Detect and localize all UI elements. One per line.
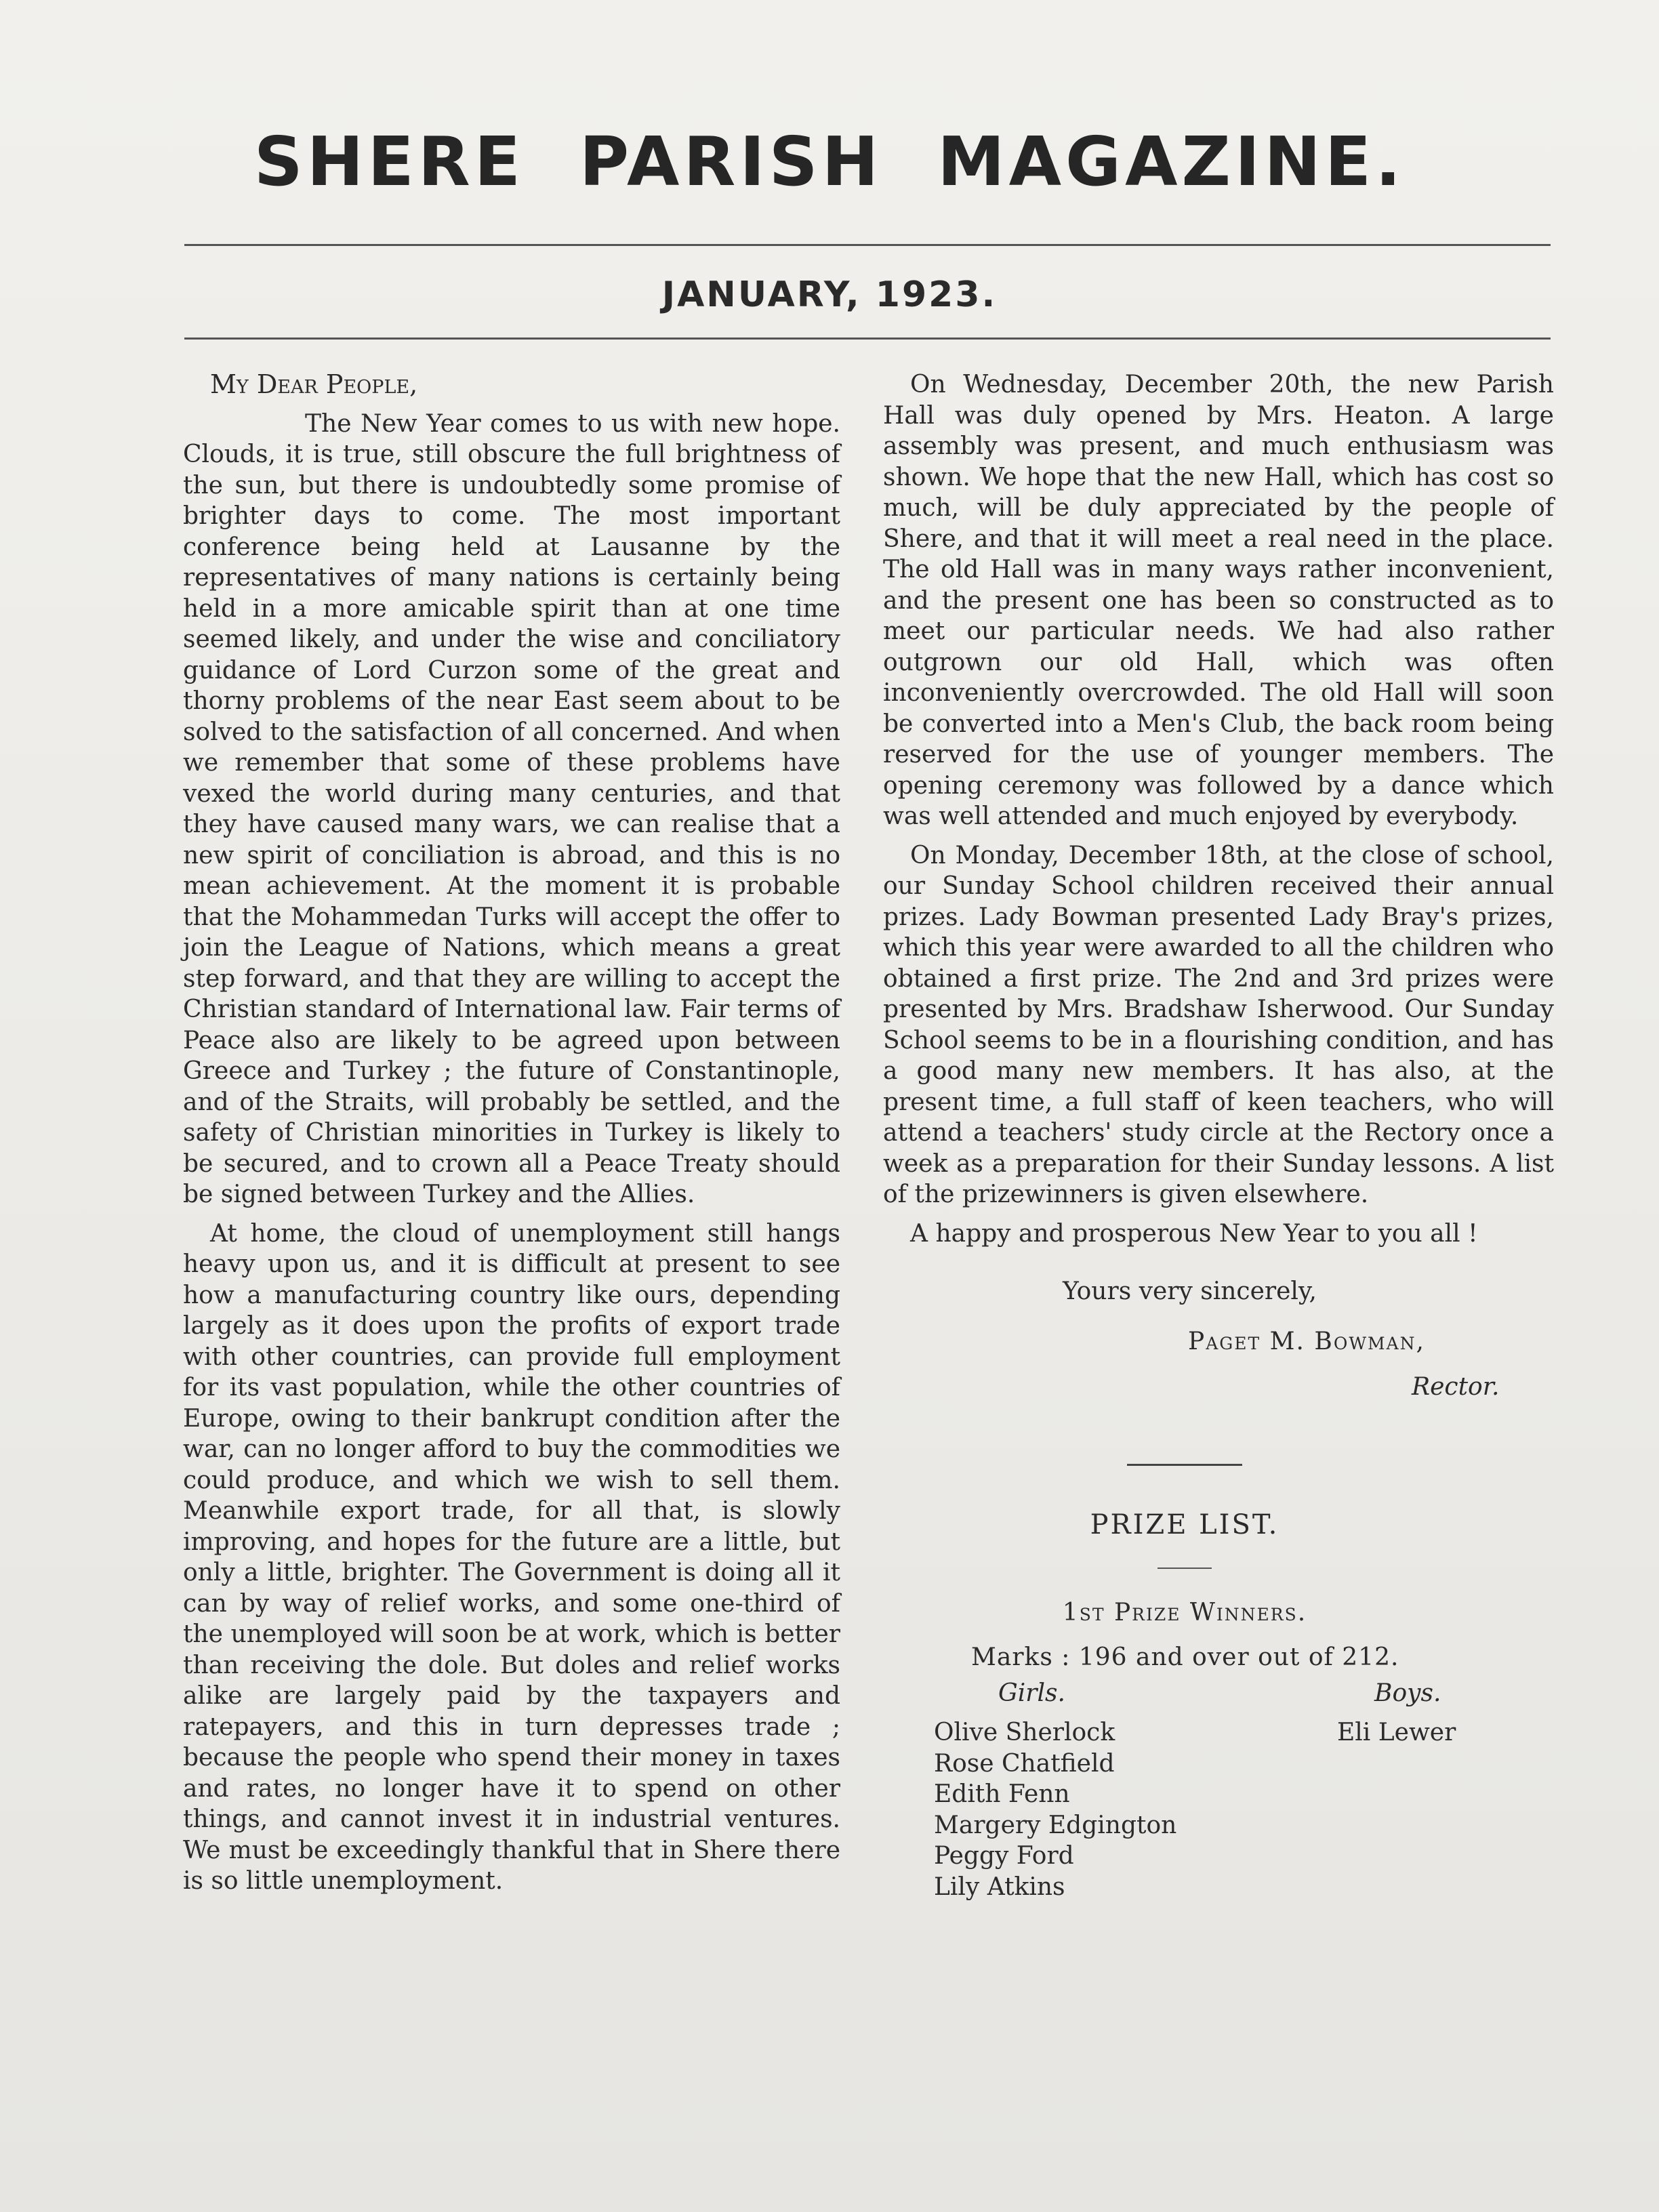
masthead-title: SHERE PARISH MAGAZINE. [253,122,1406,201]
boys-heading: Boys. [1374,1679,1441,1707]
paragraph-parish-hall: On Wednesday, December 20th, the new Parish Hall was duly opened by Mrs. Heaton. A large assembly was present, and much enthusiasm was shown. We hope that the new Hall, which has cost so much, will be duly appreciated by the people of Shere, and that it will meet a real need in the place. The old Hall was in many ways rather inconvenient, and the present one has been so constructed as to meet our particular needs. We had also rather outgrown our old Hall, which was often inconveniently overcrowded. The old Hall will soon be converted into a Men's Club, the back room being reserved for the use of younger members. The opening ceremony was followed by a dance which was well attended and much enjoyed by everybody. [883,371,1554,830]
right-column [883,369,1554,1902]
prize-list-title: PRIZE LIST. [1090,1509,1279,1540]
list-item: Eli Lewer [1337,1719,1456,1746]
signer-role: Rector. [1412,1373,1500,1401]
list-item: Margery Edgington [934,1811,1177,1839]
section-divider [1127,1464,1242,1466]
list-item: Rose Chatfield [934,1749,1115,1778]
prize-marks: Marks : 196 and over out of 212. [971,1643,1399,1671]
prize-divider [1158,1568,1212,1569]
boys-list [1337,1717,1456,1748]
closing: Yours very sincerely, [1063,1277,1317,1305]
girls-heading: Girls. [998,1679,1065,1707]
salutation: My Dear People, [210,369,418,399]
top-rule [184,244,1551,246]
list-item: Peggy Ford [934,1842,1074,1870]
paragraph-new-year: The New Year comes to us with new hope. Clouds, it is true, still obscure the full brightness of the sun, but there is undoubtedly some promise of brighter days to come. The most important conference being held at Lausanne by the representatives of many nations is certainly being held in a more amicable spirit than at one time seemed likely, and under the wise and conciliatory guidance of Lord Curzon some of the great and thorny problems of the near East seem about to be solved to the satisfaction of all concerned. And when we remember that some of these problems have vexed the world during many centuries, and that they have caused many wars, we can realise that a new spirit of conciliation is abroad, and this is no mean achievement. At the moment it is probable that the Mohammedan Turks will accept the offer to join the League of Nations, which means a great step forward, and that they are willing to accept the Christian standard of International law. Fair terms of Peace also are likely to be agreed upon between Greece and Turkey ; the future of Constantinople, and of the Straits, will probably be settled, and the safety of Christian minorities in Turkey is likely to be secured, and to crown all a Peace Treaty should be signed between Turkey and the Allies. [183,409,840,1208]
prize-subtitle: 1st Prize Winners. [1062,1599,1307,1626]
list-item: Lily Atkins [934,1872,1065,1901]
left-column [183,369,840,1897]
list-item: Edith Fenn [934,1780,1070,1808]
paragraph-sunday-school: On Monday, December 18th, at the close of school, our Sunday School children received their annual prizes. Lady Bowman presented Lady Bray's prizes, which this year were awarded to all the children who obtained a first prize. The 2nd and 3rd prizes were presented by Mrs. Bradshaw Isherwood. Our Sunday School seems to be in a flourishing condition, and has a good many new members. It has also, at the present time, a full staff of keen teachers, who will attend a teachers' study circle at the Rectory once a week as a preparation for their Sunday lessons. A list of the prizewinners is given elsewhere. [883,841,1554,1208]
signature-block [883,1276,1554,1403]
paragraph-unemployment: At home, the cloud of unemployment still hangs heavy upon us, and it is difficult at present to see how a manufacturing country like ours, depending largely as it does upon the profits of export trade with other countries, can provide full employment for its vast population, while the other countries of Europe, owing to their bankrupt condition after the war, can no longer afford to buy the commodities we could produce, and which we wish to sell them. Meanwhile export trade, for all that, is slowly improving, and hopes for the future are a little, but only a little, brighter. The Government is doing all it can by way of relief works, and some one-third of the unemployed will soon be at work, which is better than receiving the dole. But doles and relief works alike are largely paid by the taxpayers and ratepayers, and this in turn depresses trade ; because the people who spend their money in taxes and rates, no longer have it to spend on other things, and cannot invest it in industrial ventures. We must be exceedingly thankful that in Shere there is so little unemployment. [183,1219,840,1895]
signer-name: Paget M. Bowman, [1188,1327,1425,1355]
prize-winners [883,1717,1554,1902]
list-item: Olive Sherlock [934,1719,1115,1746]
prize-column-headings [883,1678,1554,1712]
paragraph-greeting: A happy and prosperous New Year to you all ! [910,1219,1478,1248]
issue-date: JANUARY, 1923. [661,274,998,315]
header-rule [184,337,1551,340]
